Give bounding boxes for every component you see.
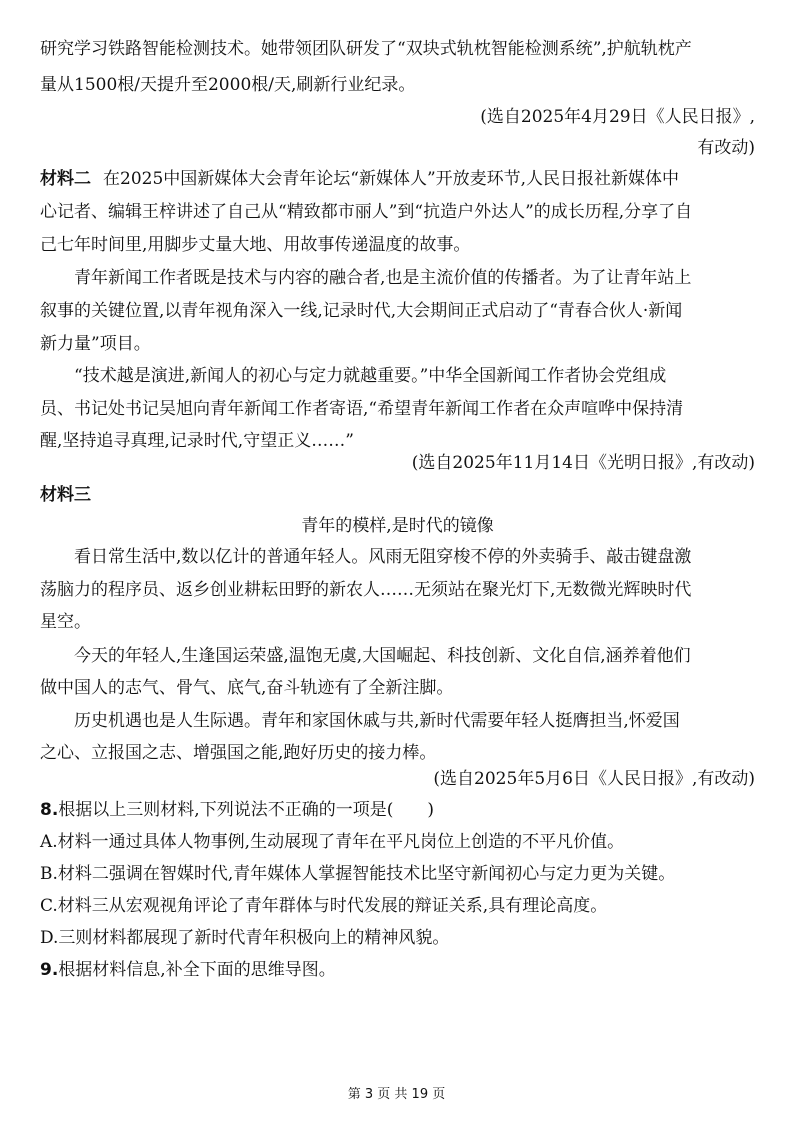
paragraph-line: 叙事的关键位置,以青年视角深入一线,记录时代,大会期间正式启动了“青春合伙人·新闻 (40, 301, 683, 321)
material-three-title: 青年的模样,是时代的镜像 (301, 516, 494, 536)
paragraph-line: 心记者、编辑王梓讲述了自己从“精致都市丽人”到“抗造户外达人”的成长历程,分享了自 (40, 202, 693, 222)
material-two-first-line (40, 167, 755, 191)
paragraph-line: 醒,坚持追寻真理,记录时代,守望正义……” (40, 431, 354, 451)
paragraph-line: 历史机遇也是人生际遇。青年和家国休戚与共,新时代需要年轻人挺膺担当,怀爱国 (74, 711, 680, 731)
paragraph-line: 今天的年轻人,生逢国运荣盛,温饱无虞,大国崛起、科技创新、文化自信,涵养着他们 (74, 646, 691, 666)
material-three-label: 材料三 (40, 485, 91, 505)
paragraph-line: 员、书记处书记吴旭向青年新闻工作者寄语,“希望青年新闻工作者在众声喧哗中保持清 (40, 399, 684, 419)
paragraph-line: 星空。 (40, 612, 91, 632)
question-text: 根据以上三则材料,下列说法不正确的一项是( ) (58, 800, 434, 820)
material-three-source: (选自2025年5月6日《人民日报》,有改动) (433, 769, 755, 789)
option-c: C.材料三从宏观视角评论了青年群体与时代发展的辩证关系,具有理论高度。 (40, 896, 608, 916)
material-two-source: (选自2025年11月14日《光明日报》,有改动) (411, 453, 755, 473)
material-two-label: 材料二 (40, 169, 91, 189)
option-a: A.材料一通过具体人物事例,生动展现了青年在平凡岗位上创造的不平凡价值。 (40, 832, 625, 852)
paragraph-line: 己七年时间里,用脚步丈量大地、用故事传递温度的故事。 (40, 235, 471, 255)
option-b: B.材料二强调在智媒时代,青年媒体人掌握智能技术比坚守新闻初心与定力更为关键。 (40, 864, 676, 884)
question-number: 8. (40, 800, 59, 820)
material-one-line: 量从1500根/天提升至2000根/天,刷新行业纪录。 (40, 75, 416, 95)
question-8-stem (40, 798, 755, 822)
paragraph-line: 新力量”项目。 (40, 334, 151, 354)
paragraph-line: 青年新闻工作者既是技术与内容的融合者,也是主流价值的传播者。为了让青年站上 (74, 268, 692, 288)
question-number: 9. (40, 960, 59, 980)
paragraph-line: 之心、立报国之志、增强国之能,跑好历史的接力棒。 (40, 743, 437, 763)
page-footer: 第 3 页 共 19 页 (347, 1087, 446, 1102)
option-d: D.三则材料都展现了新时代青年积极向上的精神风貌。 (40, 928, 450, 948)
material-one-source: (选自2025年4月29日《人民日报》, (480, 107, 755, 127)
paragraph-line: “技术越是演进,新闻人的初心与定力就越重要。”中华全国新闻工作者协会党组成 (74, 366, 667, 386)
paragraph-line: 荡脑力的程序员、返乡创业耕耘田野的新农人……无须站在聚光灯下,无数微光辉映时代 (40, 580, 692, 600)
material-one-source: 有改动) (697, 138, 755, 158)
question-9-stem (40, 958, 755, 982)
question-text: 根据材料信息,补全下面的思维导图。 (58, 960, 336, 980)
paragraph-line: 看日常生活中,数以亿计的普通年轻人。风雨无阻穿梭不停的外卖骑手、敲击键盘激 (74, 547, 692, 567)
paragraph-line: 做中国人的志气、骨气、底气,奋斗轨迹有了全新注脚。 (40, 678, 454, 698)
paragraph-line: 在2025中国新媒体大会青年论坛“新媒体人”开放麦环节,人民日报社新媒体中 (103, 169, 680, 189)
material-one-line: 研究学习铁路智能检测技术。她带领团队研发了“双块式轨枕智能检测系统”,护航轨枕产 (40, 39, 692, 59)
